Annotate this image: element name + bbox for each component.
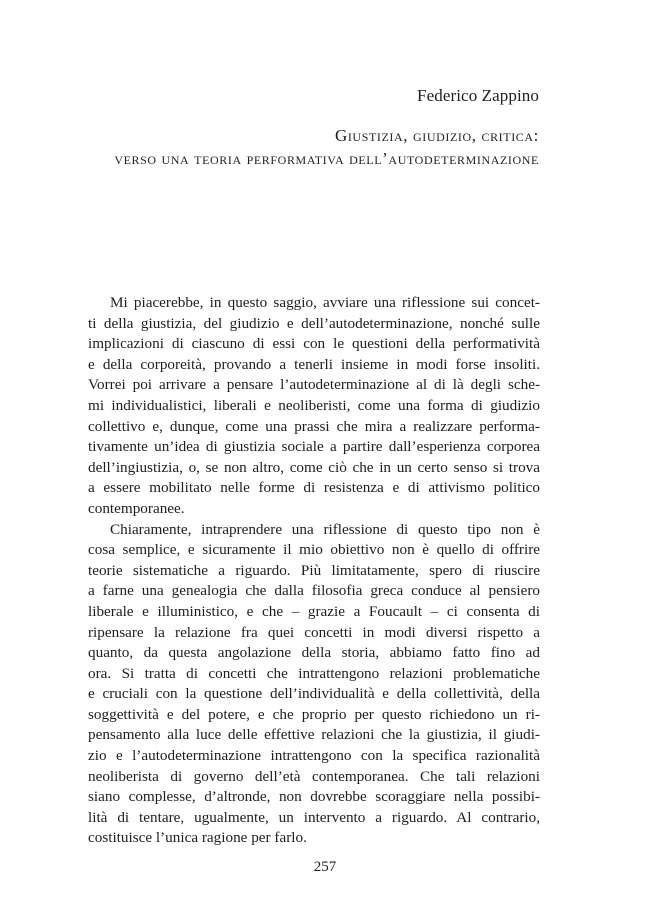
body-text — [88, 293, 540, 849]
body-line: Chiaramente, intraprendere una riflessione di questo tipo non è — [110, 520, 540, 538]
body-line: pensamento alla luce delle effettive relazioni che la giustizia, il giudi- — [88, 726, 540, 744]
body-line: neoliberista di governo dell’età contemporanea. Che tali relazioni — [88, 767, 540, 785]
body-line: quanto, da questa angolazione della storia, abbiamo fatto fino ad — [88, 644, 540, 662]
body-line: costituisce l’unica ragione per farlo. — [88, 829, 307, 847]
body-line: contemporanee. — [88, 499, 185, 517]
body-line: e cruciali con la questione dell’individualità e della collettività, della — [88, 685, 540, 703]
body-line: Mi piacerebbe, in questo saggio, avviare una riflessione sui concet- — [110, 294, 540, 311]
body-line: collettivo e, dunque, come una prassi che mira a realizzare performa- — [88, 417, 540, 435]
body-line: liberale e illuministico, e che – grazie a Foucault – ci consenta di — [88, 602, 540, 620]
body-line: teorie sistematiche a riguardo. Più limitatamente, spero di riuscire — [88, 561, 540, 579]
body-line: mi individualistici, liberali e neoliberisti, come una forma di giudizio — [88, 396, 540, 414]
body-line: ora. Si tratta di concetti che intrattengono relazioni problematiche — [88, 664, 540, 682]
body-line: lità di tentare, ugualmente, un intervento a riguardo. Al contrario, — [88, 808, 540, 826]
body-line: ti della giustizia, del giudizio e dell’autodeterminazione, nonché sulle — [88, 314, 540, 332]
page-number: 257 — [313, 859, 337, 875]
body-line: zio e l’autodeterminazione intrattengono con la specifica razionalità — [88, 747, 540, 765]
chapter-title — [114, 124, 539, 170]
body-line: siano complesse, d’altronde, non dovrebbe scoraggiare nella possibi- — [88, 788, 540, 806]
chapter-title-line-1: Giustizia, giudizio, critica: — [334, 126, 539, 145]
body-line: Vorrei poi arrivare a pensare l’autodeterminazione al di là degli sche- — [88, 376, 540, 394]
body-line: a farne una genealogia che dalla filosofia greca conduce al pensiero — [88, 582, 540, 600]
body-line: e della corporeità, provando a tenerli insieme in modi forse insoliti. — [88, 355, 540, 373]
body-line: implicazioni di ciascuno di essi con le questioni della performatività — [88, 335, 540, 353]
body-line: tivamente un’idea di giustizia sociale a partire dall’esperienza corporea — [88, 438, 540, 456]
body-line: dell’ingiustizia, o, se non altro, come ciò che in un certo senso si trova — [88, 458, 540, 476]
author-name: Federico Zappino — [417, 86, 539, 105]
body-line: cosa semplice, e sicuramente il mio obiettivo non è quello di offrire — [88, 541, 540, 559]
chapter-title-line-2: verso una teoria performativa dell’autodeterminazione — [114, 149, 539, 168]
body-line: a essere mobilitato nelle forme di resistenza e di attivismo politico — [88, 479, 540, 497]
body-line: soggettività e del potere, e che proprio per questo richiedono un ri- — [88, 705, 540, 723]
body-line: ripensare la relazione fra quei concetti in modi diversi rispetto a — [88, 623, 540, 641]
